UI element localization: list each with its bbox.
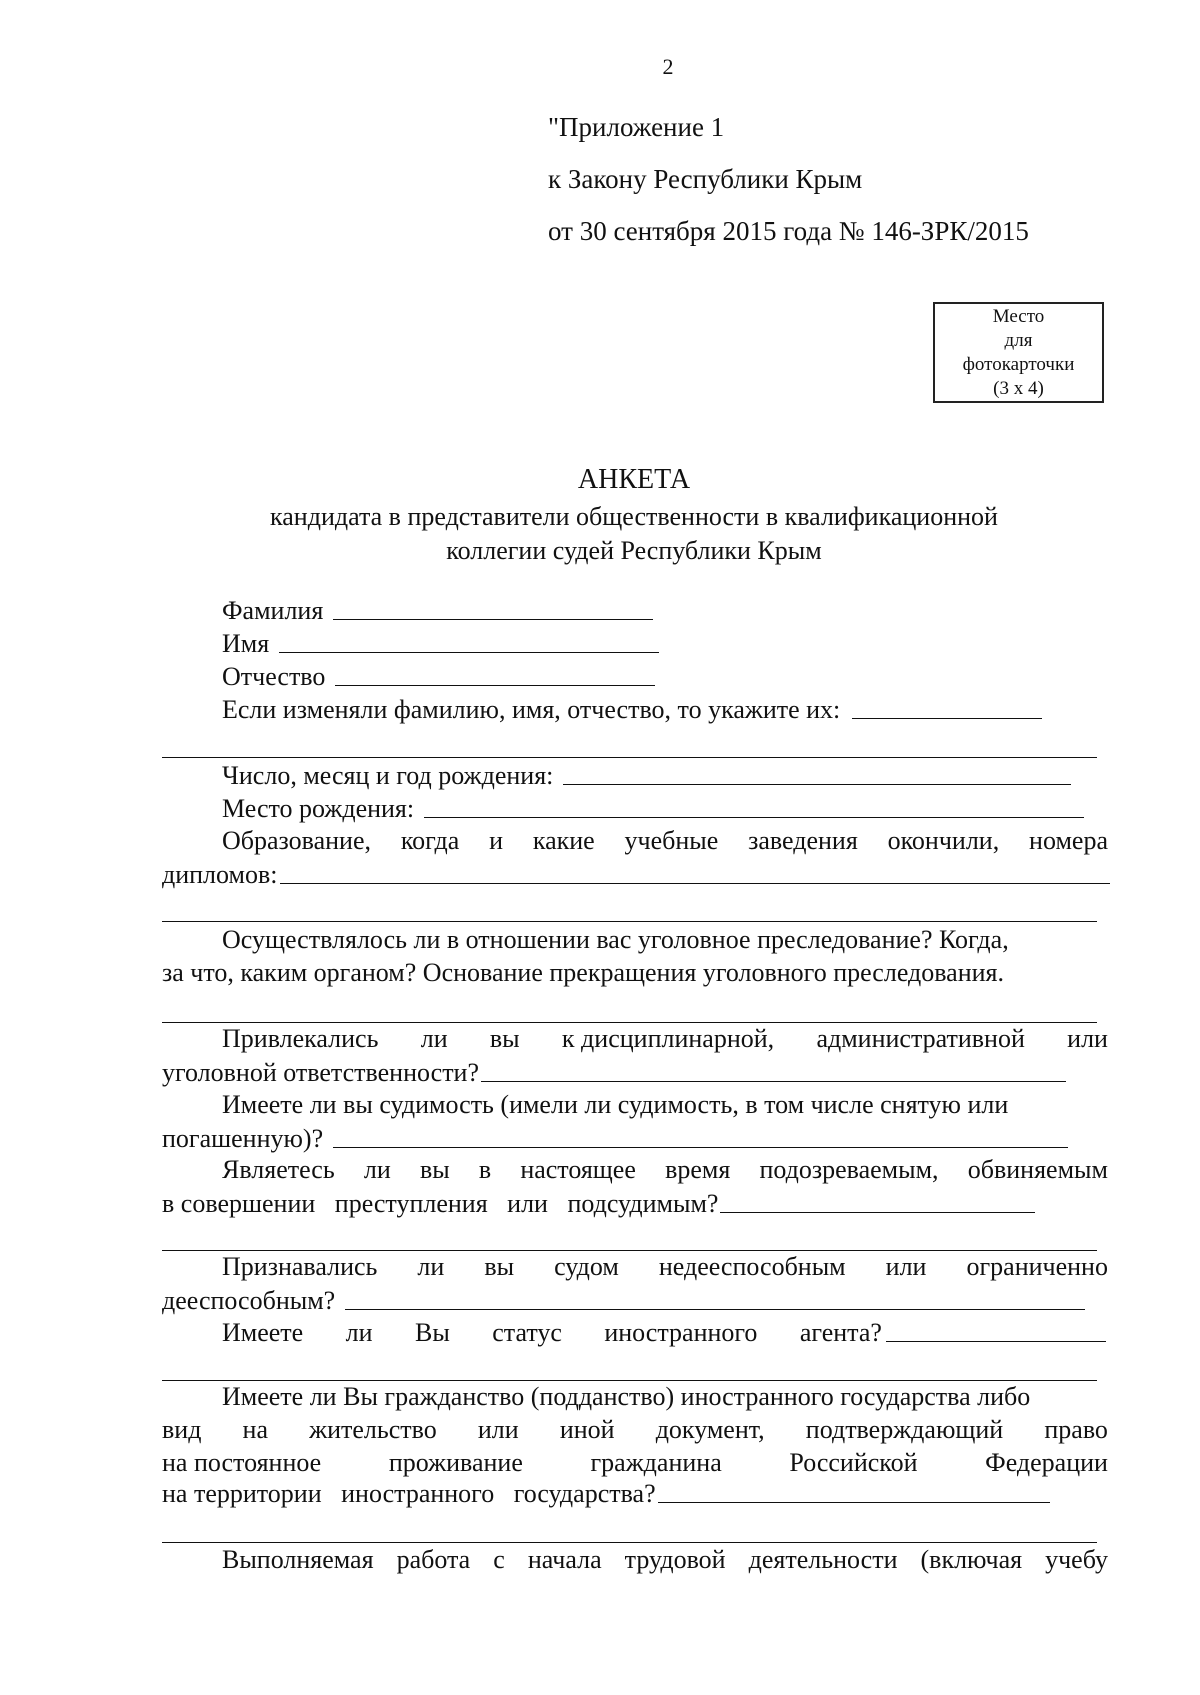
photo-box-line-1: Место [992,305,1045,327]
incapacity-input-line[interactable] [345,1309,1085,1310]
agent-row [222,1314,1108,1348]
word: номера [1029,826,1108,855]
education-extra-line[interactable] [162,921,1097,922]
name-row [222,625,659,659]
word: или [885,1252,927,1281]
word: начала [527,1545,602,1574]
criminal-answer-line[interactable] [162,1022,1097,1023]
record-answer-row [162,1120,1068,1154]
liability-tail-label: уголовной ответственности? [162,1058,480,1087]
form-subtitle-1: кандидата в представители общественности в квалификационной [270,502,998,531]
word: Образование, [222,826,372,855]
criminal-question-line-2 [162,958,1108,988]
word: гражданина [590,1448,722,1477]
patronymic-label: Отчество [222,662,326,691]
word: обвиняемым [967,1155,1108,1184]
education-question-line [222,826,1108,856]
criminal-question-line-1 [222,925,1108,955]
birth-place-input-line[interactable] [424,817,1084,818]
surname-label: Фамилия [222,596,324,625]
record-tail-label: погашенную)? [162,1124,324,1153]
surname-input-line[interactable] [333,619,653,620]
word: подтверждающий [805,1415,1004,1444]
word: жительство [309,1415,437,1444]
agent-extra-line[interactable] [162,1380,1097,1381]
word: работа [396,1545,471,1574]
suspect-input-line[interactable] [720,1212,1035,1213]
word: настоящее [520,1155,636,1184]
word: Признавались [222,1252,378,1281]
record-line-1-text: Имеете ли вы судимость (имели ли судимость, в том числе снятую или [222,1090,1009,1119]
incapacity-tail-label: дееспособным? [162,1286,336,1315]
word: недееспособным [658,1252,846,1281]
word: вы [419,1155,450,1184]
name-change-label: Если изменяли фамилию, имя, отчество, то укажите их: [222,695,841,724]
patronymic-row [222,658,655,692]
word: трудовой [624,1545,726,1574]
word: Являетесь [222,1155,335,1184]
word: ли [417,1252,445,1281]
word: какие [532,826,595,855]
word: Привлекались [222,1024,379,1053]
suspect-tail-label: в совершении преступления или подсудимым? [162,1189,719,1218]
word: Вы [414,1318,450,1347]
education-input-line[interactable] [280,883,1110,884]
photo-box-line-4: (3 х 4) [993,377,1044,399]
word: ли [363,1155,391,1184]
word: агента? [799,1318,882,1347]
photo-placeholder-box [933,302,1104,403]
word: на [242,1415,269,1444]
name-change-input-line[interactable] [852,718,1042,719]
annex-line-3: от 30 сентября 2015 года № 146-ЗРК/2015 [548,216,1029,246]
birth-date-input-line[interactable] [563,784,1071,785]
citizenship-input-line[interactable] [658,1502,1050,1503]
word: в [478,1155,492,1184]
incapacity-answer-row [162,1282,1085,1316]
name-change-row [222,691,1042,725]
word: вид [162,1415,202,1444]
word: на постоянное [162,1448,322,1477]
form-subtitle-2: коллегии судей Республики Крым [446,536,822,565]
annex-line-2: к Закону Республики Крым [548,164,863,194]
photo-box-line-3: фотокарточки [962,353,1075,375]
liability-input-line[interactable] [481,1081,1066,1082]
record-input-line[interactable] [333,1147,1068,1148]
word: вы [484,1252,515,1281]
word: учебные [624,826,719,855]
word: ли [345,1318,373,1347]
word: или [1067,1024,1108,1053]
word: Выполняемая [222,1545,374,1574]
word: и [489,826,504,855]
word: иностранного [604,1318,758,1347]
word: (включая [920,1545,1023,1574]
word: подозреваемым, [759,1155,939,1184]
birth-date-label: Число, месяц и год рождения: [222,761,554,790]
word: право [1044,1415,1108,1444]
word: статус [492,1318,562,1347]
citizenship-question-line-3 [162,1448,1108,1478]
word: Имеете [222,1318,304,1347]
word: или [477,1415,519,1444]
citizenship-question-line-2 [162,1415,1108,1445]
suspect-extra-line[interactable] [162,1250,1097,1251]
word: учебу [1045,1545,1108,1574]
agent-input-line[interactable] [886,1341,1106,1342]
page-number: 2 [662,54,674,79]
agent-question [222,1318,882,1348]
word: Российской [789,1448,918,1477]
word: ли [420,1024,448,1053]
word: проживание [388,1448,523,1477]
word: деятельности [748,1545,898,1574]
birth-date-row [222,757,1071,791]
birth-place-label: Место рождения: [222,794,415,823]
word: Федерации [985,1448,1108,1477]
photo-box-line-2: для [1004,329,1033,351]
criminal-line-1-text: Осуществлялось ли в отношении вас уголовное преследование? Когда, [222,925,1009,954]
citizenship-line-1-text: Имеете ли Вы гражданство (подданство) иностранного государства либо [222,1382,1031,1411]
word: время [665,1155,731,1184]
work-question-line [222,1545,1108,1575]
record-question-line [222,1090,1108,1120]
annex-line-1: "Приложение 1 [548,112,725,142]
suspect-answer-row [162,1185,1035,1219]
education-answer-row [162,856,1110,890]
word: заведения [748,826,858,855]
education-tail-label: дипломов: [162,860,278,889]
incapacity-question-line [222,1252,1108,1282]
word: судом [554,1252,619,1281]
birth-place-row [222,790,1084,824]
citizenship-answer-row [162,1475,1050,1509]
word: когда [400,826,460,855]
citizenship-extra-line[interactable] [162,1542,1097,1543]
liability-answer-row [162,1054,1066,1088]
surname-row [222,592,653,626]
word: документ, [655,1415,765,1444]
word: с [493,1545,505,1574]
name-label: Имя [222,629,270,658]
liability-question-line [222,1024,1108,1054]
name-input-line[interactable] [279,652,659,653]
citizenship-question-line-1 [222,1382,1108,1412]
word: вы [489,1024,520,1053]
word: окончили, [887,826,1000,855]
word: иной [559,1415,615,1444]
word: ограниченно [966,1252,1108,1281]
suspect-question-line [222,1155,1108,1185]
word: административной [816,1024,1025,1053]
citizenship-tail-label: на территории иностранного государства? [162,1479,656,1508]
patronymic-input-line[interactable] [335,685,655,686]
word: к дисциплинарной, [561,1024,775,1053]
criminal-line-2-text: за что, каким органом? Основание прекращения уголовного преследования. [162,958,1005,987]
form-title: АНКЕТА [577,464,691,495]
